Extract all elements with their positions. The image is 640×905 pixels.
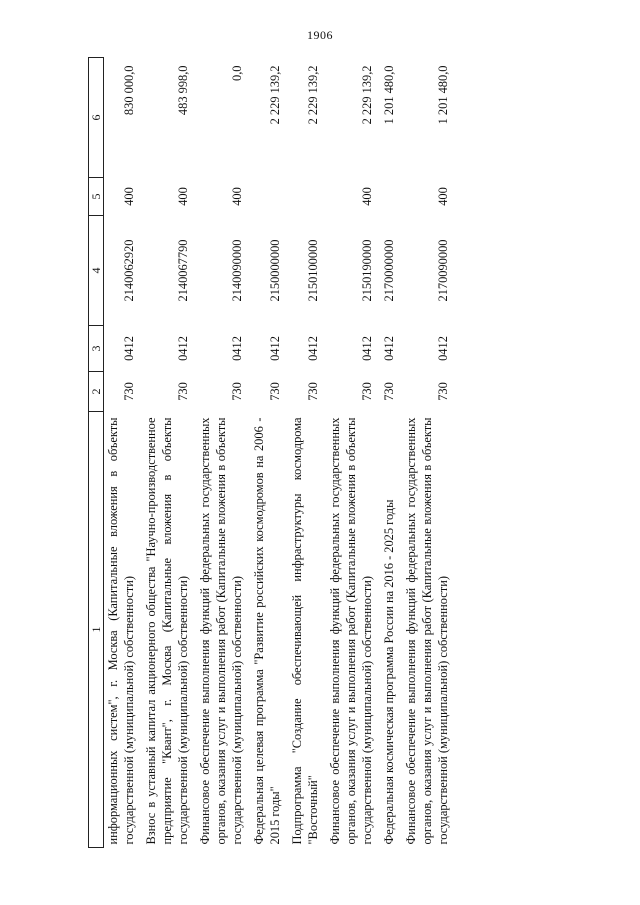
column-header-6: 6: [89, 58, 104, 178]
row-name: информационных систем", г. Москва (Капитальные вложения в объекты государственной (муниципальной) собственности): [106, 417, 136, 845]
table-row: [139, 58, 193, 848]
table-row: [323, 58, 377, 848]
table-row: [377, 58, 399, 848]
row-sum: 2 229 139,2: [268, 65, 282, 125]
row-name: Федеральная целевая программа "Развитие российских космодромов на 2006 - 2015 годы": [252, 417, 282, 845]
column-header-2: 2: [89, 372, 104, 412]
row-sum: 2 229 139,2: [306, 65, 320, 125]
page-number: 1906: [307, 28, 333, 42]
column-header-5: 5: [89, 178, 104, 216]
table-row: [193, 58, 247, 848]
row-rz: 0412: [122, 336, 136, 361]
row-rz: 0412: [436, 336, 450, 361]
table-row: [399, 58, 453, 848]
row-csr: 2150100000: [306, 239, 320, 302]
row-csr: 2140090000: [230, 239, 244, 302]
row-sum: 0,0: [230, 65, 244, 81]
row-rz: 0412: [360, 336, 374, 361]
column-header-1: 1: [89, 412, 104, 848]
row-sum: 483 998,0: [176, 65, 190, 116]
column-header-4: 4: [89, 216, 104, 326]
row-vr: [247, 178, 285, 216]
row-rz: 0412: [382, 336, 396, 361]
row-name: Финансовое обеспечение выполнения функций федеральных государственных органов, оказания услуг и выполнения работ (Капитальные вложения в объекты государственной (муниципальной) собственности): [328, 417, 374, 845]
row-csr: 2170000000: [382, 239, 396, 302]
row-name: Финансовое обеспечение выполнения функций федеральных государственных органов, оказания услуг и выполнения работ (Капитальные вложения в объекты государственной (муниципальной) собственности): [198, 417, 244, 845]
row-vr: 400: [176, 187, 190, 206]
row-gl: 730: [436, 382, 450, 401]
row-gl: 730: [176, 382, 190, 401]
row-rz: 0412: [230, 336, 244, 361]
row-gl: 730: [230, 382, 244, 401]
row-rz: 0412: [176, 336, 190, 361]
rotated-table-wrapper: [88, 58, 558, 848]
row-gl: 730: [306, 382, 320, 401]
row-gl: 730: [382, 382, 396, 401]
row-csr: 2150000000: [268, 239, 282, 302]
row-vr: 400: [122, 187, 136, 206]
row-vr: [377, 178, 399, 216]
row-rz: 0412: [306, 336, 320, 361]
row-sum: 830 000,0: [122, 65, 136, 116]
row-vr: 400: [360, 187, 374, 206]
budget-table: [88, 57, 453, 848]
row-vr: 400: [436, 187, 450, 206]
row-name: Взнос в уставный капитал акционерного общества "Научно-производственное предприятие "Квант", г. Москва (Капитальные вложения в объекты государственной (муниципальной) собственности): [144, 417, 190, 845]
row-name: Финансовое обеспечение выполнения функций федеральных государственных органов, оказания услуг и выполнения работ (Капитальные вложения в объекты государственной (муниципальной) собственности): [404, 417, 450, 845]
table-row: [104, 58, 140, 848]
row-csr: 2170090000: [436, 239, 450, 302]
row-gl: 730: [268, 382, 282, 401]
row-gl: 730: [122, 382, 136, 401]
table-row: [247, 58, 285, 848]
row-csr: 2150190000: [360, 239, 374, 302]
row-rz: 0412: [268, 336, 282, 361]
row-name: Федеральная космическая программа России на 2016 - 2025 годы: [382, 499, 396, 845]
row-sum: 1 201 480,0: [382, 65, 396, 125]
row-name: Подпрограмма "Создание обеспечивающей инфраструктуры космодрома "Восточный": [290, 417, 320, 845]
row-csr: 2140067790: [176, 239, 190, 302]
row-sum: 1 201 480,0: [436, 65, 450, 125]
column-header-3: 3: [89, 326, 104, 372]
row-vr: 400: [230, 187, 244, 206]
row-csr: 2140062920: [122, 239, 136, 302]
row-vr: [285, 178, 323, 216]
row-gl: 730: [360, 382, 374, 401]
row-sum: 2 229 139,2: [360, 65, 374, 125]
table-row: [285, 58, 323, 848]
column-header-row: [89, 58, 104, 848]
